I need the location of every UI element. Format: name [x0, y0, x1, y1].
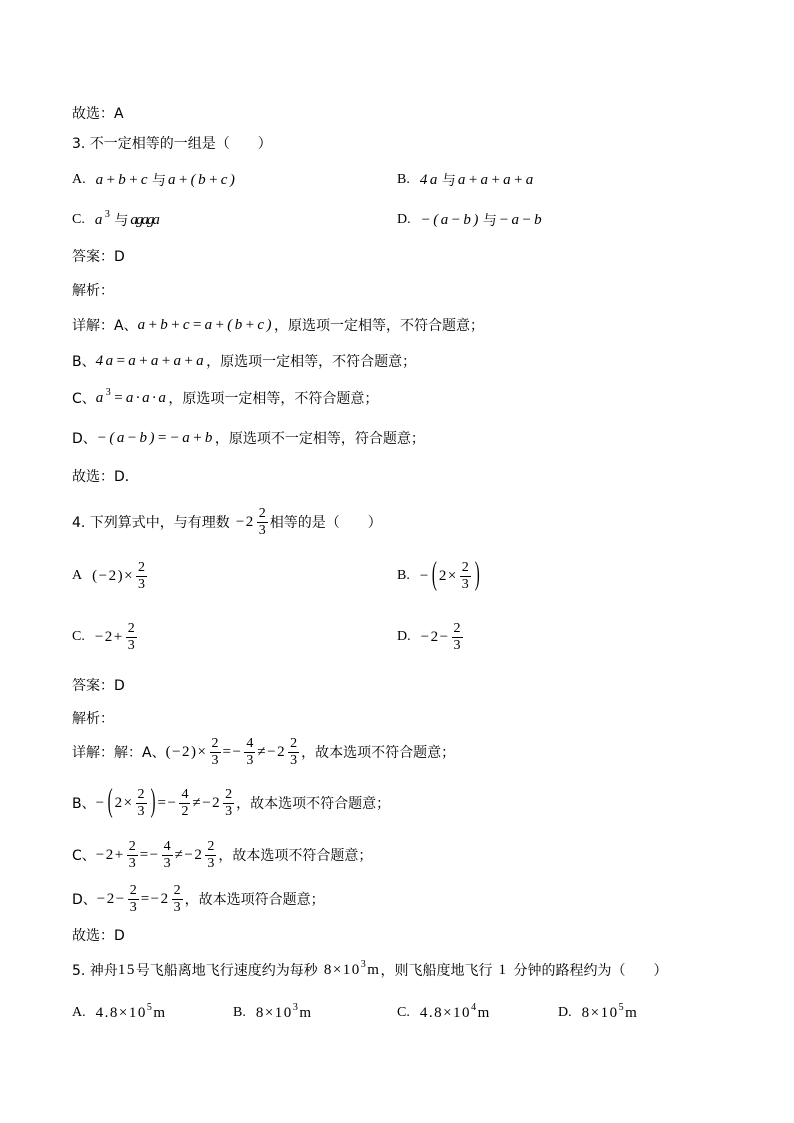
detail-prefix: 详解：解：A、: [72, 745, 166, 761]
q3-analysis: [72, 270, 114, 310]
math-exponent: 3: [360, 958, 368, 970]
math-exponent: 5: [618, 1001, 626, 1013]
separator-text: 与: [114, 213, 129, 229]
analysis-heading: 解析：: [72, 711, 114, 727]
fraction: [162, 840, 173, 871]
q5-option-b: [233, 993, 312, 1033]
numerator: 2: [207, 838, 215, 854]
detail-prefix: D、: [72, 892, 97, 908]
q3-stem: [72, 123, 272, 163]
detail-prefix: B、: [72, 796, 96, 812]
numerator: 2: [461, 559, 469, 575]
numerator: 2: [127, 620, 135, 636]
question-text: 4. 下列算式中，与有理数: [72, 515, 230, 531]
q3-option-a: [72, 160, 237, 200]
option-label: C.: [72, 629, 85, 644]
q5-stem: [72, 950, 667, 990]
fraction: [172, 884, 183, 915]
denominator: 2: [181, 803, 189, 819]
fraction: [223, 788, 234, 819]
math-expr: =−: [139, 846, 160, 863]
denominator: 3: [258, 522, 266, 538]
fraction: [126, 622, 137, 653]
math-expr: [581, 1001, 639, 1022]
analysis-heading: 解析：: [72, 283, 114, 299]
math-rest: =a·a·a: [113, 389, 169, 406]
option-label: D.: [558, 1005, 572, 1020]
detail-text: ，故本选项不符合题意；: [301, 745, 456, 761]
numerator: 2: [211, 735, 219, 751]
option-label: B.: [397, 172, 410, 187]
math-expr: −(a−b): [420, 211, 481, 228]
q3-detail-c: [72, 378, 378, 418]
math-expr: =−: [157, 794, 178, 811]
fraction: [136, 788, 147, 819]
option-label: A: [72, 568, 83, 583]
detail-prefix: 详解：A、: [72, 318, 138, 334]
q3-conclusion: [72, 456, 139, 496]
math-exponent: 4: [471, 1001, 478, 1013]
option-label: A.: [72, 1005, 86, 1020]
numerator: 2: [258, 505, 266, 521]
q4-stem: [72, 502, 382, 542]
denominator: 3: [453, 637, 461, 653]
paren-open: (: [107, 784, 113, 820]
math-expr: a+b+c: [95, 171, 151, 188]
math-unit: m: [153, 1004, 167, 1021]
numerator: 4: [181, 786, 189, 802]
detail-text: ，原选项一定相等，不符合题意；: [206, 354, 417, 370]
denominator: 3: [461, 576, 469, 592]
option-label: C.: [72, 212, 85, 227]
detail-text: ，故本选项不符合题意；: [218, 848, 373, 864]
paren-close: ): [150, 784, 156, 820]
q5-option-c: [397, 993, 491, 1033]
question-text: 号飞船离地飞行速度约为每秒: [135, 963, 318, 979]
math-expr: [94, 208, 113, 229]
math-expr: 2×: [114, 794, 134, 811]
math-exponent: 3: [292, 1001, 300, 1013]
answer-text: 答案：D: [72, 249, 125, 265]
q4-option-b: [397, 556, 482, 596]
math-exponent: 3: [105, 386, 114, 398]
detail-text: ，故本选项符合题意；: [184, 892, 325, 908]
numerator: 2: [129, 882, 137, 898]
denominator: 3: [128, 855, 136, 871]
numerator: 2: [173, 882, 181, 898]
detail-text: ，原选项不一定相等，符合题意；: [214, 431, 425, 447]
math-base: 8×10: [323, 961, 361, 978]
detail-text: ，原选项一定相等，不符合题意；: [168, 391, 379, 407]
option-label: D.: [397, 629, 411, 644]
q4-detail-b: [72, 783, 390, 823]
question-text: 相等的是（ ）: [269, 515, 382, 531]
denominator: 3: [290, 752, 298, 768]
math-expr: [255, 1001, 313, 1022]
answer-text: 答案：D: [72, 678, 125, 694]
detail-prefix: B、: [72, 354, 96, 370]
math-expr: [323, 958, 381, 979]
question-text: 分钟的路程约为（ ）: [513, 963, 668, 979]
math-base: 4.8×10: [419, 1004, 472, 1021]
q4-detail-c: [72, 835, 372, 875]
number-text: 1: [498, 961, 508, 978]
fraction: [205, 840, 216, 871]
q4-conclusion: [72, 915, 125, 955]
option-label: B.: [397, 568, 410, 583]
question-text: 5. 神舟: [72, 963, 118, 979]
q3-detail-b: [72, 341, 416, 381]
math-expr: −2+: [95, 846, 125, 863]
math-base: 8×10: [255, 1004, 293, 1021]
math-expr: a+b+c=a+(b+c): [137, 316, 274, 333]
q5-option-a: [72, 993, 167, 1033]
q4-option-a: [72, 556, 149, 596]
numerator: 2: [138, 559, 146, 575]
math-expr: 4a: [419, 171, 440, 188]
fraction: [179, 788, 190, 819]
detail-prefix: C、: [72, 391, 96, 407]
math-expr: (−2)×: [92, 567, 135, 584]
q3-option-c: [72, 200, 158, 240]
detail-prefix: D、: [72, 431, 97, 447]
fraction: [460, 561, 471, 592]
q4-detail-a: [72, 732, 455, 772]
q3-option-b: [397, 160, 536, 200]
math-expr: [95, 386, 169, 407]
q4-option-c: [72, 617, 139, 657]
math-expr: ≠−2: [192, 794, 222, 811]
number-text: 15: [117, 961, 136, 978]
math-expr: [419, 1001, 491, 1022]
q5-option-d: [558, 993, 638, 1033]
math-expr: ≠−2: [257, 743, 287, 760]
numerator: 2: [225, 786, 233, 802]
denominator: 3: [207, 855, 215, 871]
math-expr: −: [95, 794, 106, 811]
denominator: 3: [127, 637, 135, 653]
paren-close: ): [474, 557, 480, 593]
math-expr: −a−b: [498, 211, 545, 228]
option-label: C.: [397, 1005, 410, 1020]
option-label: A.: [72, 172, 86, 187]
math-expr: −2+: [94, 628, 124, 645]
detail-text: ，故本选项不符合题意；: [236, 796, 391, 812]
fraction: [288, 737, 299, 768]
math-expr: −2−: [96, 890, 126, 907]
separator-text: 与: [482, 213, 497, 229]
separator-text: 与: [152, 173, 167, 189]
denominator: 3: [163, 855, 171, 871]
fraction: [244, 737, 255, 768]
math-base: a: [94, 211, 105, 228]
math-expr: ≠−2: [174, 846, 204, 863]
detail-prefix: C、: [72, 848, 96, 864]
separator-text: 与: [441, 173, 456, 189]
numerator: 2: [290, 735, 298, 751]
math-expr: (−2)×: [165, 743, 208, 760]
denominator: 3: [173, 899, 181, 915]
conclusion-text: 故选：D．: [72, 469, 139, 485]
fraction: [128, 884, 139, 915]
denominator: 3: [137, 803, 145, 819]
fraction: [257, 507, 268, 538]
fraction: [210, 737, 221, 768]
question-text: 3. 不一定相等的一组是（ ）: [72, 136, 272, 152]
math-unit: m: [477, 1004, 491, 1021]
numerator: 2: [453, 620, 461, 636]
math-expr: =−: [222, 743, 243, 760]
q3-option-d: [397, 200, 544, 240]
math-unit: m: [367, 961, 381, 978]
math-base: a: [95, 389, 106, 406]
math-whole: −2: [235, 513, 255, 530]
math-expr: −: [419, 567, 430, 584]
math-expr: −2−: [420, 628, 450, 645]
fraction: [452, 622, 463, 653]
math-expr: 2×: [438, 567, 458, 584]
denominator: 3: [138, 576, 146, 592]
math-expr: agaga: [130, 211, 158, 228]
math-expr: a+(b+c): [168, 171, 238, 188]
denominator: 3: [225, 803, 233, 819]
option-label: D.: [397, 212, 411, 227]
q3-detail-a: [72, 305, 484, 345]
q4-detail-d: [72, 879, 325, 919]
denominator: 3: [246, 752, 254, 768]
q4-option-d: [397, 617, 465, 657]
conclusion-text: 故选：A: [72, 106, 124, 122]
math-exponent: 3: [104, 208, 113, 220]
math-expr: [95, 1001, 167, 1022]
numerator: 4: [163, 838, 171, 854]
numerator: 2: [137, 786, 145, 802]
denominator: 3: [211, 752, 219, 768]
math-unit: m: [625, 1004, 639, 1021]
math-expr: a+a+a+a: [457, 171, 536, 188]
math-base: 8×10: [581, 1004, 619, 1021]
math-base: 4.8×10: [95, 1004, 147, 1021]
math-expr: 4a=a+a+a+a: [95, 352, 207, 369]
detail-text: ，原选项一定相等，不符合题意；: [274, 318, 484, 334]
math-expr: −(a−b)=−a+b: [96, 429, 215, 446]
conclusion-text: 故选：D: [72, 928, 125, 944]
math-unit: m: [299, 1004, 313, 1021]
fraction: [127, 840, 138, 871]
numerator: 4: [246, 735, 254, 751]
q3-detail-d: [72, 418, 425, 458]
numerator: 2: [128, 838, 136, 854]
question-text: ，则飞船度地飞行: [380, 963, 493, 979]
option-label: B.: [233, 1005, 246, 1020]
fraction: [136, 561, 147, 592]
math-expr: =−2: [140, 890, 170, 907]
paren-open: (: [431, 557, 437, 593]
math-exponent: 5: [146, 1001, 154, 1013]
denominator: 3: [129, 899, 137, 915]
